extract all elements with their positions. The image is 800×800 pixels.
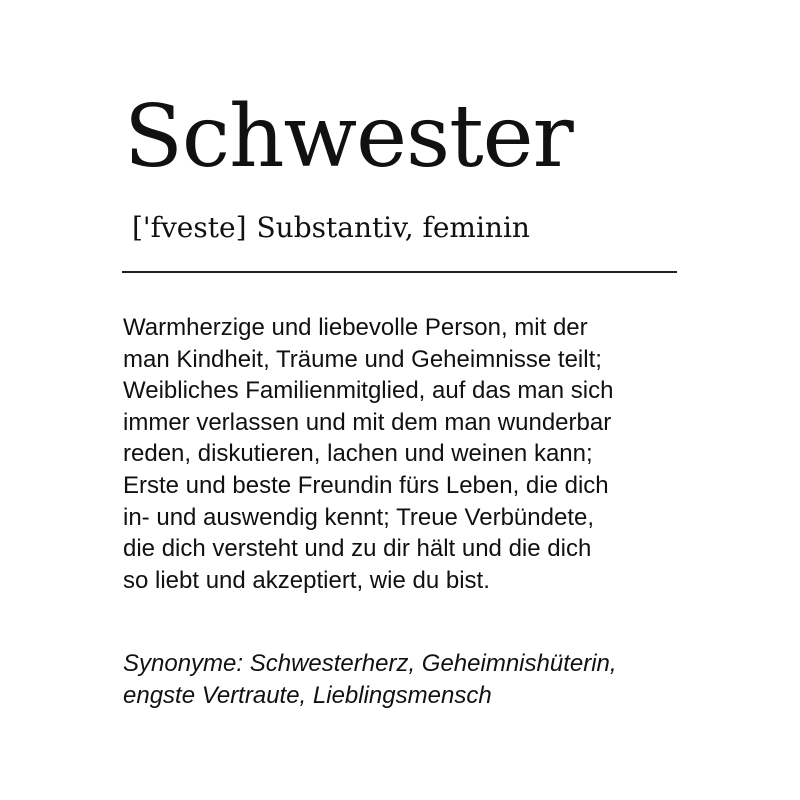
- definition-line: in- und auswendig kennt; Treue Verbündete,: [123, 503, 594, 531]
- definition-line: Erste und beste Freundin fürs Leben, die dich: [123, 471, 609, 499]
- definition-text: [123, 312, 723, 596]
- definition-line: die dich versteht und zu dir hält und die dich: [123, 535, 592, 563]
- synonyms-text: [123, 648, 723, 711]
- grammar-info: Substantiv, feminin: [256, 211, 530, 244]
- headword: Schwester: [124, 87, 573, 187]
- definition-line: Warmherzige und liebevolle Person, mit der: [123, 314, 588, 341]
- synonyms-line: engste Vertraute, Lieblingsmensch: [123, 681, 492, 709]
- definition-line: Weibliches Familienmitglied, auf das man sich: [123, 377, 614, 405]
- definition-line: reden, diskutieren, lachen und weinen kann;: [123, 440, 593, 468]
- definition-line: so liebt und akzeptiert, wie du bist.: [123, 566, 490, 594]
- pronunciation: ['fveste]: [132, 211, 247, 244]
- synonyms-line: Synonyme: Schwesterherz, Geheimnishüterin,: [123, 650, 617, 677]
- definition-line: man Kindheit, Träume und Geheimnisse teilt;: [123, 345, 602, 373]
- definition-line: immer verlassen und mit dem man wunderbar: [123, 408, 612, 436]
- divider: [122, 271, 677, 273]
- pronunciation-line: [132, 211, 530, 245]
